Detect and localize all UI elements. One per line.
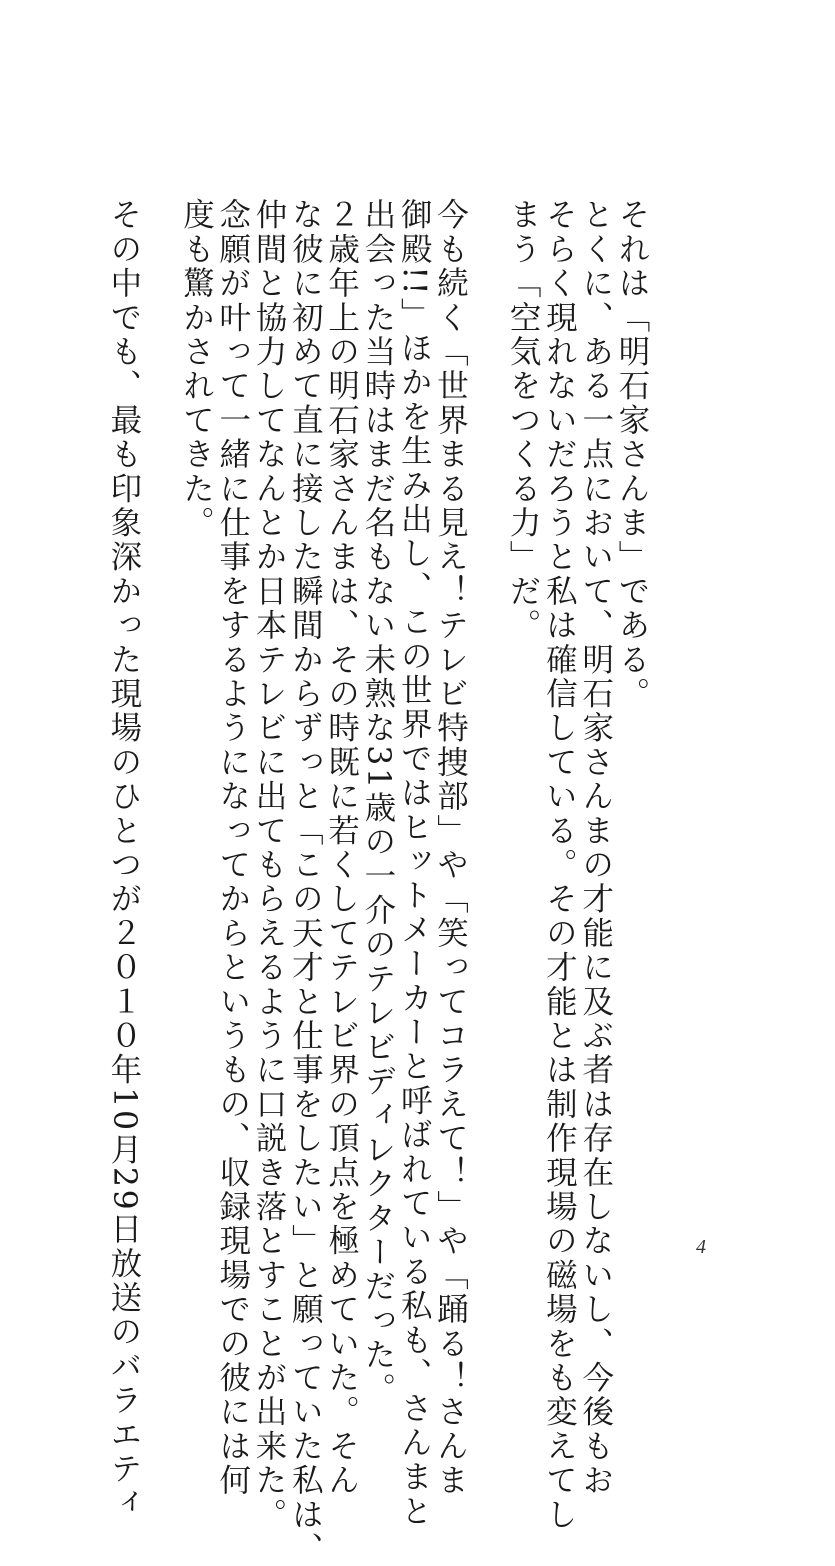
text-line: 度も驚かされてきた。 xyxy=(178,198,215,540)
text-line: 仲間と協力してなんとか日本テレビに出てもらえるように口説き落とすことが出来た。 xyxy=(251,198,288,1532)
text-line: それは「明石家さんま」である。 xyxy=(614,198,650,711)
blank-line xyxy=(142,198,178,1208)
text-line: とくに、ある一点において、明石家さんまの才能に及ぶ者は存在しないし、今後もお xyxy=(577,198,614,1498)
page-number: 4 xyxy=(696,1236,706,1258)
text-line: 今も続く「世界まる見え！テレビ特捜部」や「笑ってコラえて！」や「踊る！さんま xyxy=(432,198,469,1498)
text-line: まう「空気をつくる力」だ。 xyxy=(505,198,542,643)
text-line: 出会った当時はまだ名もない未熟な31歳の一介のテレビディレクターだった。 xyxy=(359,198,396,1407)
vertical-body-text xyxy=(105,198,650,1566)
text-line: その中でも、最も印象深かった現場のひとつが２０１０年10月29日放送のバラエティ xyxy=(105,198,142,1521)
text-line: 念願が叶って一緒に仕事をするようになってからというもの、収録現場での彼には何 xyxy=(214,198,251,1498)
text-line: ２歳年上の明石家さんまは、その時既に若くしてテレビ界の頂点を極めていた。そん xyxy=(323,198,360,1498)
text-line: そらく現れないだろうと私は確信している。その才能とは制作現場の磁場をも変えてし xyxy=(541,198,578,1532)
text-line: な彼に初めて直に接した瞬間からずっと「この天才と仕事をしたい」と願っていた私は、 xyxy=(287,198,324,1566)
blank-line xyxy=(469,198,505,1208)
text-line: 御殿!!」ほかを生み出し、この世界ではヒットメーカーと呼ばれている私も、さんまと xyxy=(396,198,433,1529)
